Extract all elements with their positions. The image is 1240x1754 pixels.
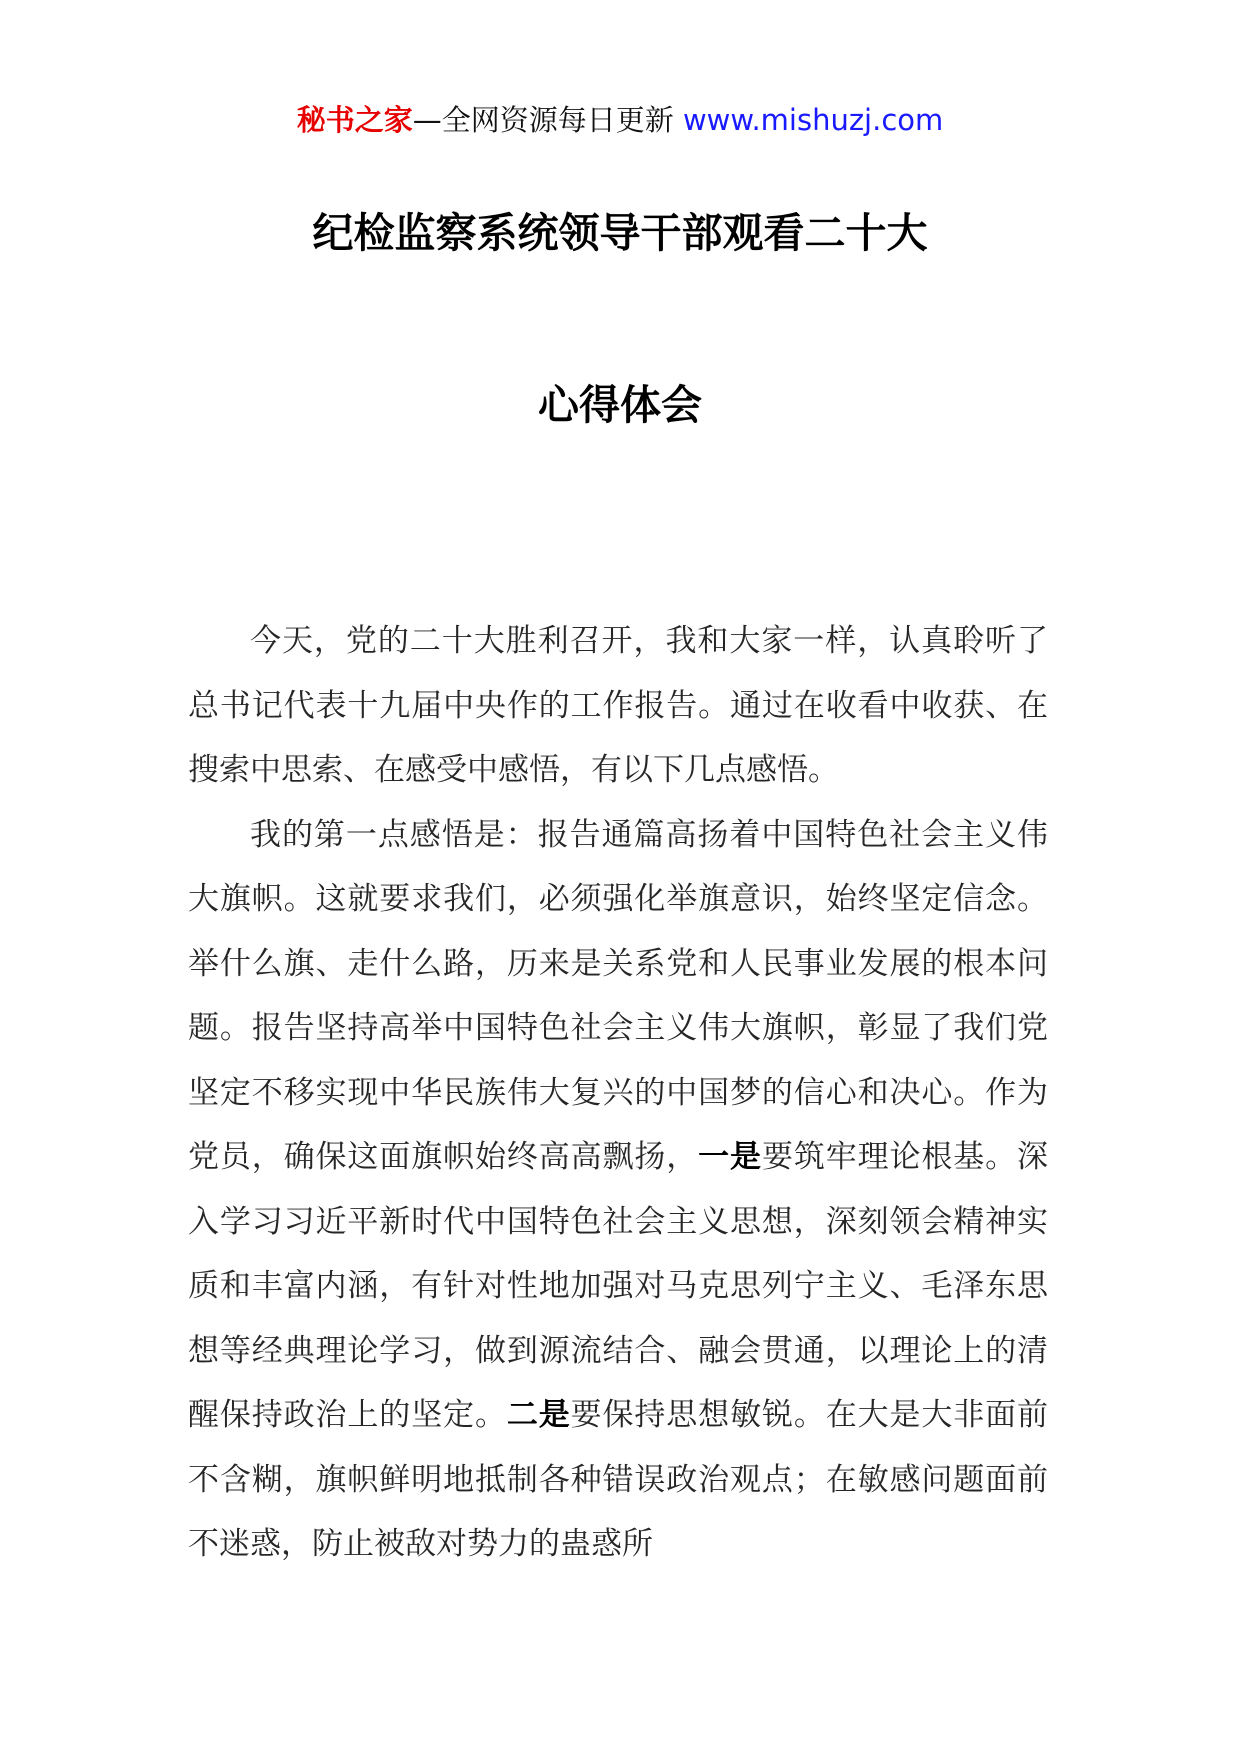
paragraph-intro: 今天，党的二十大胜利召开，我和大家一样，认真聆听了总书记代表十九届中央作的工作报告。通过在收看中收获、在搜索中思索、在感受中感悟，有以下几点感悟。 [188,623,1048,788]
site-url-link[interactable]: www.mishuzj.com [682,103,944,137]
document-title-line-1: 纪检监察系统领导干部观看二十大 [312,209,928,257]
paragraph-text-segment: 我的第一点感悟是：报告通篇高扬着中国特色社会主义伟大旗帜。这就要求我们，必须强化举旗意识，始终坚定信念。举什么旗、走什么路，历来是关系党和人民事业发展的根本问题。报告坚持高举中国特色社会主义伟大旗帜，彰显了我们党坚定不移实现中华民族伟大复兴的中国梦的信心和决心。作为党员，确保这面旗帜始终高高飘扬， [188,816,1048,1175]
site-tagline: —全网资源每日更新 [412,103,674,137]
paragraph-first-insight [188,803,1048,1577]
site-brand: 秘书之家 [296,103,413,137]
document-title-line-2: 心得体会 [538,381,702,429]
document-body [188,609,1048,1577]
emphasis-first-point: 一是 [698,1139,762,1175]
paragraph-text-segment: 要筑牢理论根基。深入学习习近平新时代中国特色社会主义思想，深刻领会精神实质和丰富内涵，有针对性地加强对马克思列宁主义、毛泽东思想等经典理论学习，做到源流结合、融会贯通，以理论上的清醒保持政治上的坚定。 [188,1139,1049,1433]
site-header [0,100,1240,140]
paragraph-text-segment: 要保持思想敏锐。在大是大非面前不含糊，旗帜鲜明地抵制各种错误政治观点；在敏感问题面前不迷惑，防止被敌对势力的蛊惑所 [188,1397,1049,1562]
emphasis-second-point: 二是 [506,1397,571,1433]
